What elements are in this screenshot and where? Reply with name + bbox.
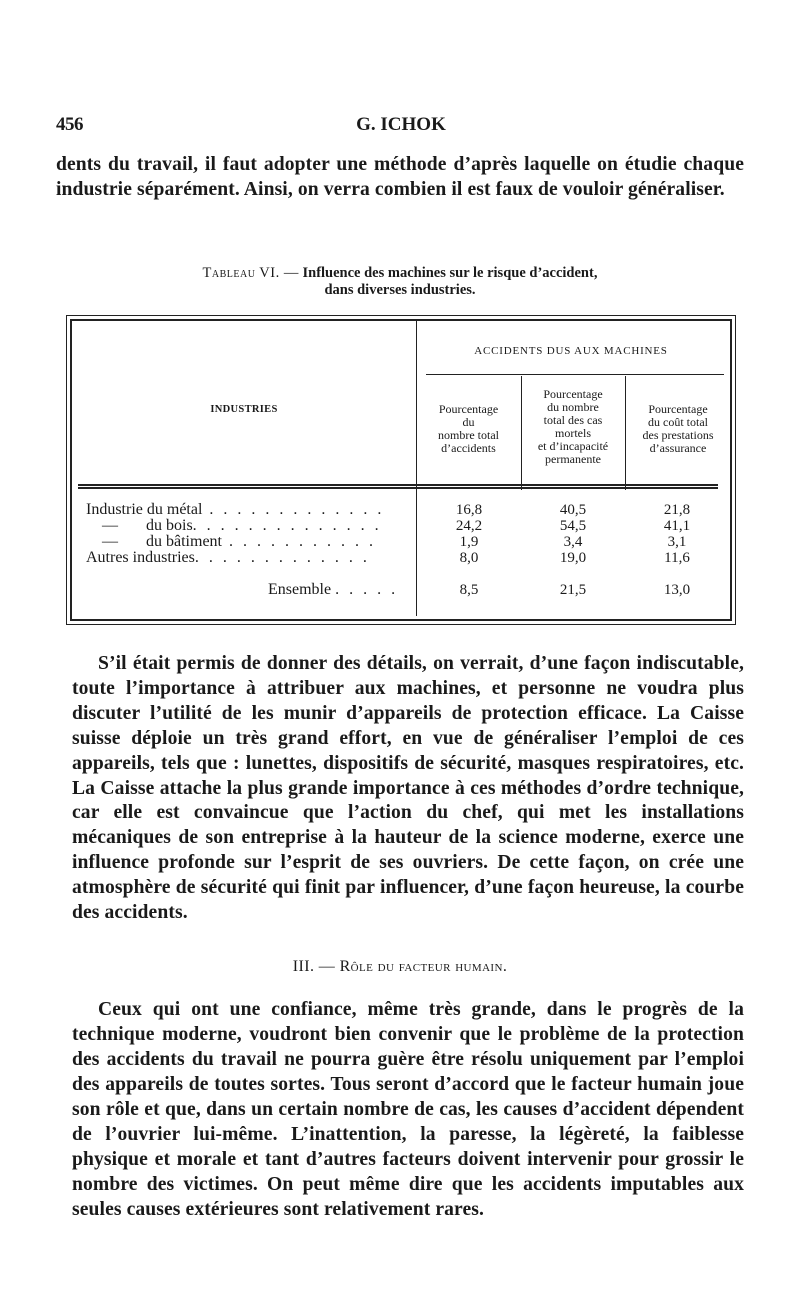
col3-line: Pourcentage — [648, 402, 708, 416]
col2-line: et d’incapacité — [537, 439, 609, 453]
total-pct-accidents: 8,5 — [459, 582, 479, 598]
cell-pct-fatal: 3,4 — [563, 534, 583, 550]
page-header — [56, 114, 746, 138]
dot-leader: . . . . . — [335, 581, 399, 598]
col3-line: du coût total — [648, 415, 708, 429]
row-label: — du bâtiment — [86, 533, 222, 550]
row-label: — du bois — [86, 517, 193, 534]
col2-line: permanente — [545, 452, 601, 466]
column-header-pct-accidents — [416, 403, 521, 455]
col1-line: nombre total — [438, 428, 499, 442]
table-caption-title-line2: dans diverses industries. — [324, 282, 476, 298]
cell-pct-cost: 41,1 — [663, 518, 691, 534]
total-label: Ensemble — [268, 581, 332, 598]
col1-line: d’accidents — [441, 441, 496, 455]
cell-pct-accidents: 16,8 — [455, 502, 483, 518]
cell-pct-accidents: 8,0 — [459, 550, 479, 566]
cell-pct-fatal: 54,5 — [559, 518, 587, 534]
accident-table — [66, 315, 736, 625]
col1-line: du — [462, 415, 475, 429]
table-caption-label: Tableau VI. — — [202, 265, 299, 281]
column-header-pct-fatal — [521, 388, 625, 466]
accident-table-inner-frame — [70, 319, 732, 621]
page-number: 456 — [56, 114, 83, 135]
section-heading — [0, 958, 800, 976]
column-header-industries: INDUSTRIES — [210, 404, 278, 415]
table-header-rule-2 — [78, 487, 718, 489]
cell-pct-cost: 11,6 — [664, 550, 690, 566]
col3-line: des prestations — [642, 428, 714, 442]
table-caption — [100, 265, 700, 299]
dot-leader: . . . . . . . . . . . . . — [194, 549, 370, 566]
table-group-rule — [426, 374, 724, 375]
section-number: III. — — [292, 958, 336, 975]
table-divider-main — [416, 321, 417, 616]
cell-pct-fatal: 19,0 — [559, 550, 587, 566]
cell-pct-accidents: 1,9 — [459, 534, 479, 550]
col2-line: Pourcentage — [543, 387, 603, 401]
paragraph-human-factor: Ceux qui ont une confiance, même très grande, dans le progrès de la technique moderne, voudront bien convenir que le problème de la protection des accidents du travail ne pourra guère être résolu uniquement par l’emploi des appareils de toutes sortes. Tous seront d’accord que le facteur humain joue son rôle et que, dans un certain nombre de cas, les causes d’accident dépendent de l’ouvrier lui-même. L’inattention, la paresse, la légèreté, la faiblesse physique et morale et tant d’autres facteurs doivent intervenir pour grossir le nombre des victimes. On peut même dire que les accidents imputables aux seules causes extérieures sont relativement rares. — [72, 999, 744, 1220]
cell-pct-accidents: 24,2 — [455, 518, 483, 534]
col2-line: total des cas — [543, 413, 603, 427]
group-header-machines: ACCIDENTS DUS AUX MACHINES — [474, 345, 668, 357]
col3-line: d’assurance — [649, 441, 707, 455]
dot-leader: . . . . . . . . . . . . . — [202, 501, 385, 518]
col2-line: mortels — [555, 426, 591, 440]
row-label: Autres industries — [86, 549, 195, 566]
total-pct-cost: 13,0 — [663, 582, 691, 598]
col1-line: Pourcentage — [438, 402, 499, 416]
table-caption-title: Influence des machines sur le risque d’accident, — [302, 265, 598, 281]
running-head: G. ICHOK — [356, 114, 446, 135]
table-header-rule — [78, 484, 718, 486]
cell-pct-fatal: 40,5 — [559, 502, 587, 518]
column-header-pct-cost — [625, 403, 731, 455]
dot-leader: . . . . . . . . . . . . . . — [192, 517, 382, 534]
paragraph-intro: dents du travail, il faut adopter une méthode d’après laquelle on étudie chaque industrie séparément. Ainsi, on verra combien il est faux de vouloir généraliser. — [56, 154, 744, 201]
cell-pct-cost: 21,8 — [663, 502, 691, 518]
dot-leader: . . . . . . . . . . . — [221, 533, 376, 550]
section-title: Rôle du facteur humain. — [339, 958, 508, 975]
col2-line: du nombre — [547, 400, 599, 414]
cell-pct-cost: 3,1 — [667, 534, 687, 550]
paragraph-machines: S’il était permis de donner des détails, on verrait, d’une façon indiscutable, toute l’importance à attribuer aux machines, et personne ne voudra plus discuter l’utilité de les munir d’appareils de protection efficace. La Caisse suisse déploie un très grand effort, en vue de généraliser l’emploi de ces appareils, tels que : lunettes, dispositifs de sécurité, masques respiratoires, etc. La Caisse attache la plus grande importance à ces méthodes d’ordre technique, car elle est convaincue que l’action du chef, qui met les installations mécaniques de son entreprise à la hauteur de la science moderne, exerce une influence profonde sur l’esprit de ses ouvriers. De cette façon, on crée une atmosphère de sécurité qui finit par influencer, d’une façon heureuse, la courbe des accidents. — [72, 653, 744, 924]
row-label: Industrie du métal — [86, 501, 203, 518]
total-pct-fatal: 21,5 — [559, 582, 587, 598]
